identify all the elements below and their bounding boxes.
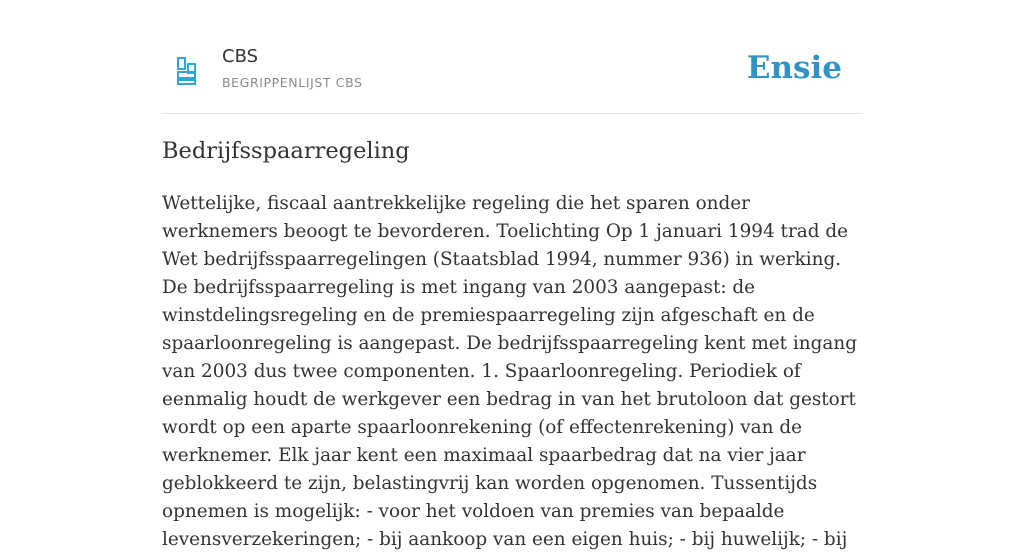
header	[162, 0, 862, 114]
source-name[interactable]: CBS	[222, 46, 259, 67]
cbs-logo-icon[interactable]	[176, 56, 198, 86]
entry-definition: Wettelijke, fiscaal aantrekkelijke regeling die het sparen onder werknemers beoogt te bevorderen. Toelichting Op 1 januari 1994 trad de Wet bedrijfsspaarregelingen (Staatsblad 1994, nummer 936) in werking. De bedrijfsspaarregeling is met ingang van 2003 aangepast: de winstdelingsregeling en de premiespaarregeling zijn afgeschaft en de spaarloonregeling is aangepast. De bedrijfsspaarregeling kent met ingang van 2003 dus twee componenten. 1. Spaarloonregeling. Periodiek of eenmalig houdt de werkgever een bedrag in van het brutoloon dat gestort wordt op een aparte spaarloonrekening (of effectenrekening) van de werknemer. Elk jaar kent een maximaal spaarbedrag dat na vier jaar geblokkeerd te zijn, belastingvrij kan worden opgenomen. Tussentijds opnemen is mogelijk: - voor het voldoen van premies van bepaalde levensverzekeringen; - bij aankoop van een eigen huis; - bij huwelijk; - bij	[162, 193, 857, 550]
ensie-brand-link[interactable]: Ensie	[746, 50, 842, 86]
entry-title: Bedrijfsspaarregeling	[162, 138, 410, 164]
page	[162, 0, 862, 550]
source-subtitle[interactable]: BEGRIPPENLIJST CBS	[222, 75, 363, 90]
